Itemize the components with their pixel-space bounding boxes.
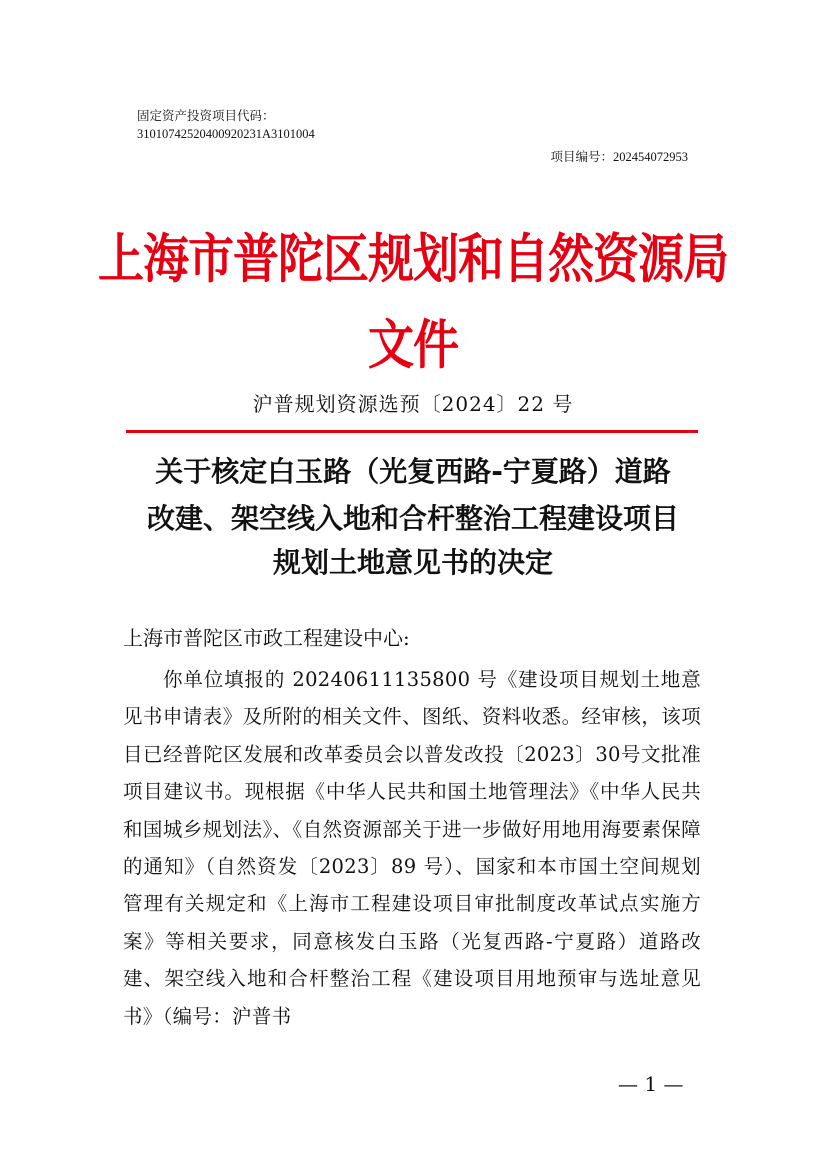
fixed-asset-code: 31010742520400920231A3101004 — [137, 127, 315, 141]
body-paragraph: 你单位填报的 20240611135800 号《建设项目规划土地意见书申请表》及所附的相关文件、图纸、资料收悉。经审核，该项目已经普陀区发展和改革委员会以普发改投〔2023〕30号文批准项目建议书。现根据《中华人民共和国土地管理法》《中华人民共和国城乡规划法》、《自然资源部关于进一步做好用地用海要素保障的通知》（自然资发〔2023〕89 号）、国家和本市国土空间规划管理有关规定和《上海市工程建设项目审批制度改革试点实施方案》等相关要求，同意核发白玉路（光复西路-宁夏路）道路改建、架空线入地和合杆整治工程《建设项目用地预审与选址意见书》（编号：沪普书 — [123, 668, 701, 1028]
project-number: 项目编号：202454072953 — [550, 150, 688, 164]
title-line-3: 规划土地意见书的决定 — [272, 546, 553, 579]
document-number: 沪普规划资源选预〔2024〕22 号 — [252, 392, 574, 416]
fixed-asset-label: 固定资产投资项目代码： — [137, 109, 275, 123]
title-line-2: 改建、架空线入地和合杆整治工程建设项目 — [146, 502, 679, 535]
document-type: 文件 — [368, 313, 458, 376]
page-number: — 1 — — [618, 1072, 684, 1096]
addressee: 上海市普陀区市政工程建设中心: — [123, 626, 410, 650]
title-line-1: 关于核定白玉路（光复西路-宁夏路）道路 — [155, 455, 671, 488]
agency-name: 上海市普陀区规划和自然资源局 — [98, 227, 728, 290]
red-divider — [126, 430, 698, 433]
